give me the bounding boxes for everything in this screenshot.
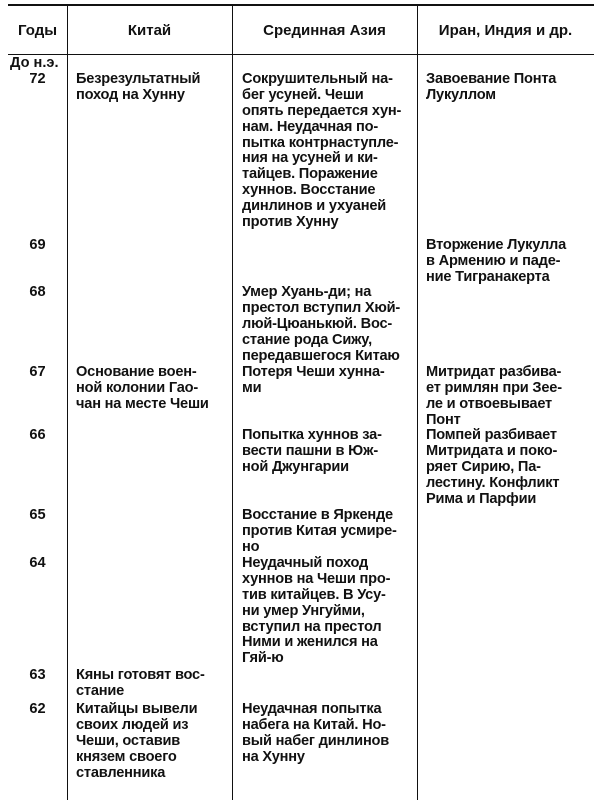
cell-line: вступил на престол [242, 618, 382, 635]
header-iran-india: Иран, Индия и др. [438, 22, 573, 39]
row-year: 66 [29, 427, 46, 443]
cell-line: вести пашни в Юж- [242, 442, 378, 459]
cell-line: Умер Хуань-ди; на [242, 284, 372, 300]
cell-line: Кяны готовят вос- [76, 667, 205, 683]
row-year: 67 [29, 364, 46, 380]
cell-line: Митридат разбива- [426, 364, 562, 380]
cell-line: поход на Хунну [76, 86, 185, 103]
cell-china [76, 702, 197, 781]
cell-iran [426, 365, 562, 429]
column-divider-2 [232, 4, 233, 800]
cell-line: Вторжение Лукулла [426, 237, 567, 253]
cell-iran [426, 428, 559, 507]
cell-iran [426, 72, 556, 104]
cell-central-asia [242, 365, 385, 397]
row-year: 68 [29, 284, 46, 300]
cell-line: ставленника [76, 764, 166, 781]
cell-line: своих людей из [76, 716, 189, 733]
cell-line: тайцев. Поражение [242, 166, 378, 183]
cell-line: ряет Сирию, Па- [426, 458, 541, 475]
cell-line: Безрезультатный [76, 71, 201, 87]
row-year: 72 [29, 71, 46, 87]
cell-line: лестину. Конфликт [426, 474, 560, 491]
cell-line: ле и отвоевывает [426, 395, 552, 412]
row-year: 65 [29, 507, 46, 523]
cell-iran [426, 238, 566, 286]
cell-central-asia [242, 428, 382, 476]
cell-line: Рима и Парфии [426, 490, 537, 507]
cell-line: Митридата и поко- [426, 442, 558, 459]
cell-line: люй-Цюанькюй. Вос- [242, 315, 393, 332]
row-year: 63 [29, 667, 46, 683]
cell-line: динлинов и ухуаней [242, 198, 387, 215]
row-year: 69 [29, 237, 46, 253]
cell-central-asia [242, 702, 389, 766]
cell-line: престол вступил Хюй- [242, 299, 401, 316]
cell-line: ной Джунгарии [242, 458, 349, 475]
cell-china [76, 365, 209, 413]
column-divider-3 [417, 4, 418, 800]
cell-central-asia [242, 72, 401, 231]
cell-line: Неудачная попытка [242, 701, 382, 717]
cell-line: Неудачный поход [242, 555, 369, 571]
cell-line: Восстание в Яркенде [242, 507, 393, 523]
cell-line: князем своего [76, 748, 177, 765]
cell-line: вый набег динлинов [242, 732, 390, 749]
column-divider-1 [67, 4, 68, 800]
cell-line: Гяй-ю [242, 650, 284, 667]
cell-line: против Хунну [242, 214, 339, 231]
cell-line: нам. Неудачная по- [242, 118, 379, 135]
cell-line: Попытка хуннов за- [242, 427, 382, 443]
cell-line: пытка контрнаступле- [242, 134, 399, 151]
cell-central-asia [242, 556, 390, 667]
cell-line: Ними и женился на [242, 634, 378, 651]
cell-line: стание рода Сижу, [242, 331, 372, 348]
cell-line: бег усуней. Чеши [242, 86, 364, 103]
cell-line: на Хунну [242, 748, 305, 765]
header-china: Китай [127, 22, 172, 39]
cell-line: но [242, 538, 260, 555]
header-bottom-rule [8, 54, 594, 55]
table-top-rule [8, 4, 594, 6]
cell-line: ной колонии Гао- [76, 379, 198, 396]
cell-line: против Китая усмире- [242, 522, 397, 539]
cell-line: Китайцы вывели [76, 701, 198, 717]
header-years: Годы [17, 22, 58, 39]
cell-china [76, 72, 200, 104]
cell-line: набега на Китай. Но- [242, 716, 386, 733]
cell-line: передавшегося Китаю [242, 347, 400, 364]
cell-line: чан на месте Чеши [76, 395, 209, 412]
cell-line: Основание воен- [76, 364, 197, 380]
row-year: 64 [29, 555, 46, 571]
cell-line: Сокрушительный на- [242, 71, 393, 87]
cell-line: хуннов. Восстание [242, 182, 376, 199]
cell-line: Завоевание Понта [426, 71, 557, 87]
cell-line: Лукуллом [426, 86, 496, 103]
cell-line: ние Тигранакерта [426, 268, 550, 285]
cell-china [76, 668, 205, 700]
cell-line: хуннов на Чеши про- [242, 570, 391, 587]
cell-line: опять передается хун- [242, 102, 402, 119]
cell-line: ни умер Унгуйми, [242, 602, 365, 619]
cell-line: ния на усуней и ки- [242, 150, 378, 167]
cell-line: стание [76, 682, 125, 699]
cell-line: ет римлян при Зее- [426, 379, 562, 396]
cell-line: в Армению и паде- [426, 252, 561, 269]
row-year: 62 [29, 701, 46, 717]
cell-line: ми [242, 379, 262, 396]
cell-line: Чеши, оставив [76, 732, 181, 749]
header-central-asia: Срединная Азия [263, 22, 386, 39]
cell-line: Потеря Чеши хунна- [242, 364, 385, 380]
cell-line: Помпей разбивает [426, 427, 557, 443]
cell-line: Понт [426, 411, 461, 428]
cell-central-asia [242, 285, 400, 364]
cell-line: тив китайцев. В Усу- [242, 586, 386, 603]
era-label: До н.э. [10, 55, 59, 71]
cell-central-asia [242, 508, 397, 556]
